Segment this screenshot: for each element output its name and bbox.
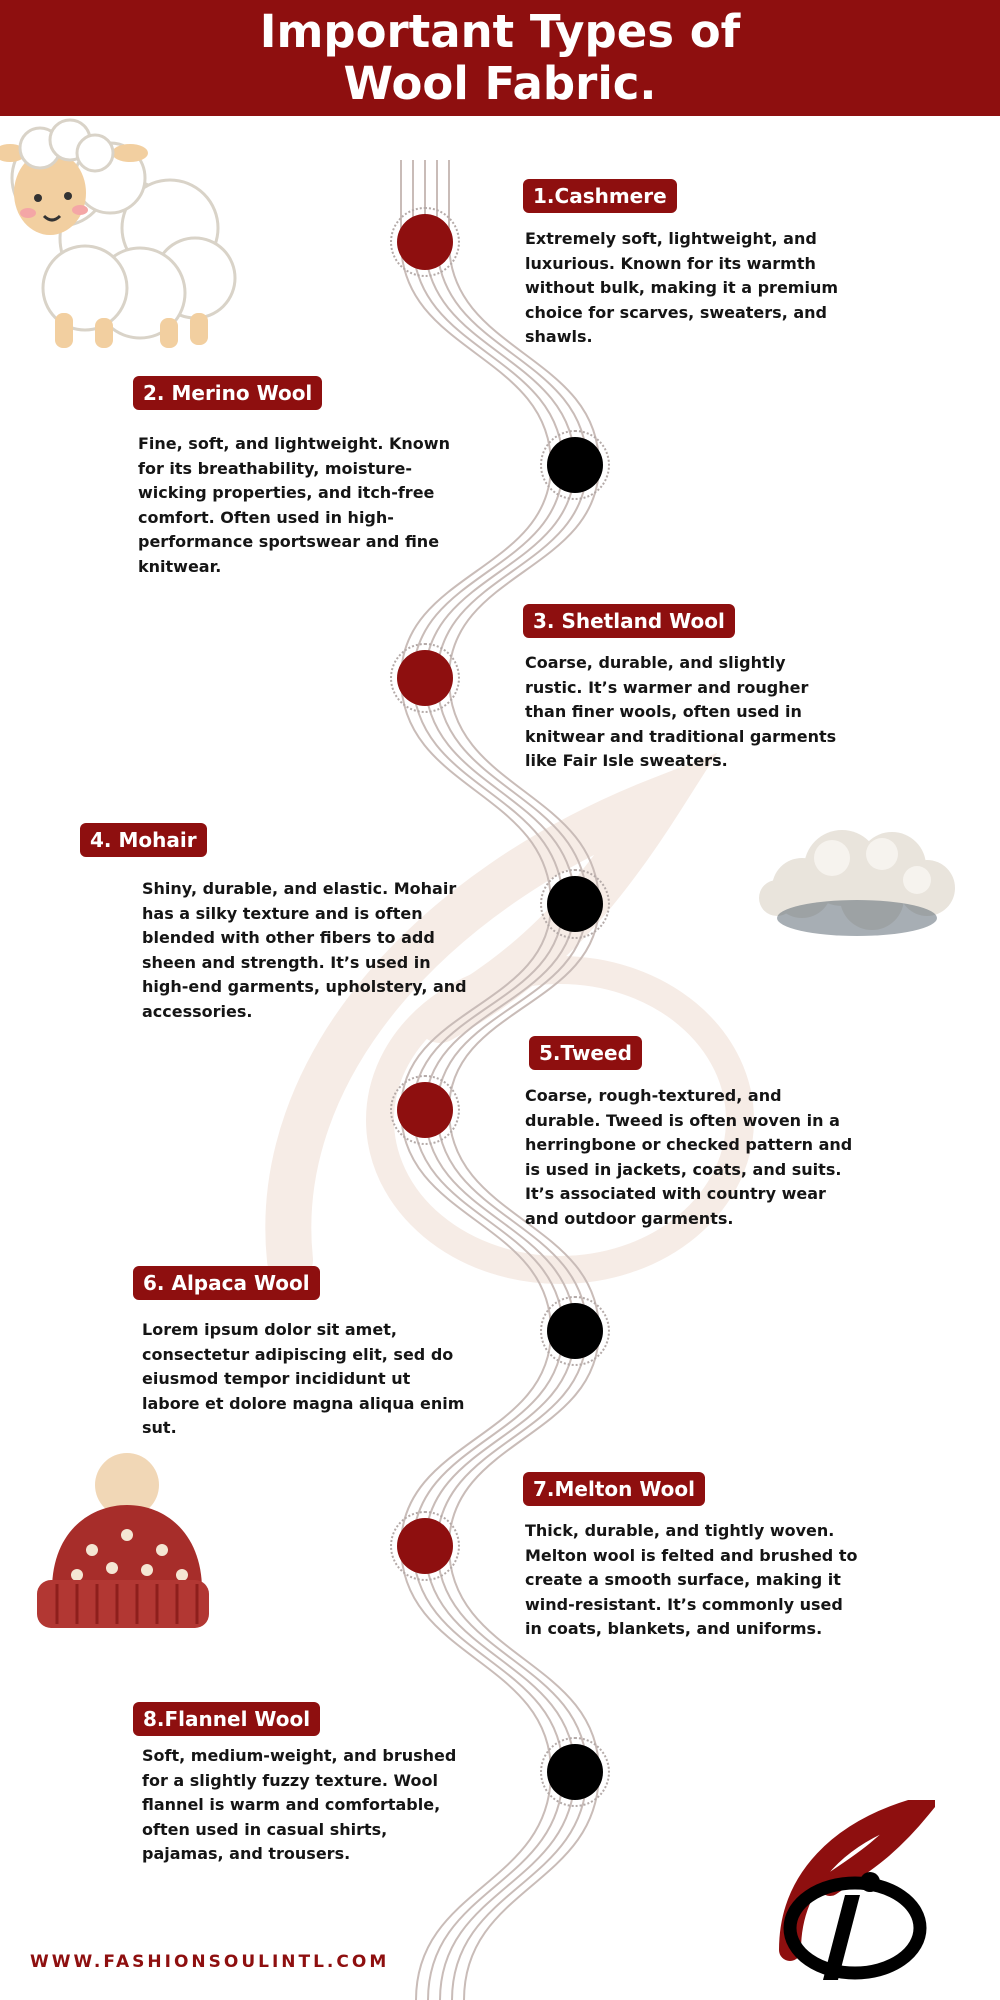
item-5-description: Coarse, rough-textured, and durable. Tweed is often woven in a herringbone or checked pattern and is used in jackets, coats, and suits. It’s associated with country wear and outdoor garments.: [525, 1086, 853, 1228]
item-8-label: 8.Flannel Wool: [133, 1702, 320, 1736]
item-1-description: Extremely soft, lightweight, and luxurious. Known for its warmth without bulk, making it a premium choice for scarves, sweaters, and shawls.: [525, 229, 839, 346]
item-6-description: Lorem ipsum dolor sit amet, consectetur adipiscing elit, sed do eiusmod tempor incididunt ut labore et dolore magna aliqua enim sut.: [142, 1320, 465, 1437]
item-5-label: 5.Tweed: [529, 1036, 642, 1070]
page-title-line-1: Important Types of: [259, 5, 741, 58]
timeline-node-6: [547, 1303, 603, 1359]
item-8-description: Soft, medium-weight, and brushed for a slightly fuzzy texture. Wool flannel is warm and comfortable, often used in casual shirts, pajamas, and trousers.: [142, 1746, 457, 1863]
page-title-line-2: Wool Fabric.: [343, 57, 657, 110]
timeline-node-7: [397, 1518, 453, 1574]
timeline-node-2: [547, 437, 603, 493]
timeline-node-3: [397, 650, 453, 706]
item-2-label: 2. Merino Wool: [133, 376, 322, 410]
item-7-description: Thick, durable, and tightly woven. Melton wool is felted and brushed to create a smooth surface, making it wind-resistant. It’s commonly used in coats, blankets, and uniforms.: [525, 1521, 858, 1638]
sheep-icon: [0, 118, 245, 348]
timeline-node-5: [397, 1082, 453, 1138]
item-2-description: Fine, soft, and lightweight. Known for its breathability, moisture-wicking properties, and itch-free comfort. Often used in high-performance sportswear and fine knitwear.: [138, 434, 450, 576]
timeline-node-8: [547, 1744, 603, 1800]
timeline-node-4: [547, 876, 603, 932]
brand-logo-icon: [770, 1800, 935, 1990]
item-3-label: 3. Shetland Wool: [523, 604, 735, 638]
item-1-label: 1.Cashmere: [523, 179, 677, 213]
item-6-label: 6. Alpaca Wool: [133, 1266, 320, 1300]
item-3-description: Coarse, durable, and slightly rustic. It’s warmer and rougher than finer wools, often used in knitwear and traditional garments like Fair Isle sweaters.: [525, 653, 837, 770]
item-7-label: 7.Melton Wool: [523, 1472, 705, 1506]
knit-beanie-icon: [32, 1450, 212, 1640]
item-4-label: 4. Mohair: [80, 823, 207, 857]
footer-website: WWW.FASHIONSOULINTL.COM: [30, 1952, 390, 1972]
timeline-node-1: [397, 214, 453, 270]
wool-cloud-icon: [752, 818, 962, 943]
item-4-description: Shiny, durable, and elastic. Mohair has a silky texture and is often blended with other fibers to add sheen and strength. It’s used in high-end garments, upholstery, and accessories.: [142, 879, 467, 1021]
